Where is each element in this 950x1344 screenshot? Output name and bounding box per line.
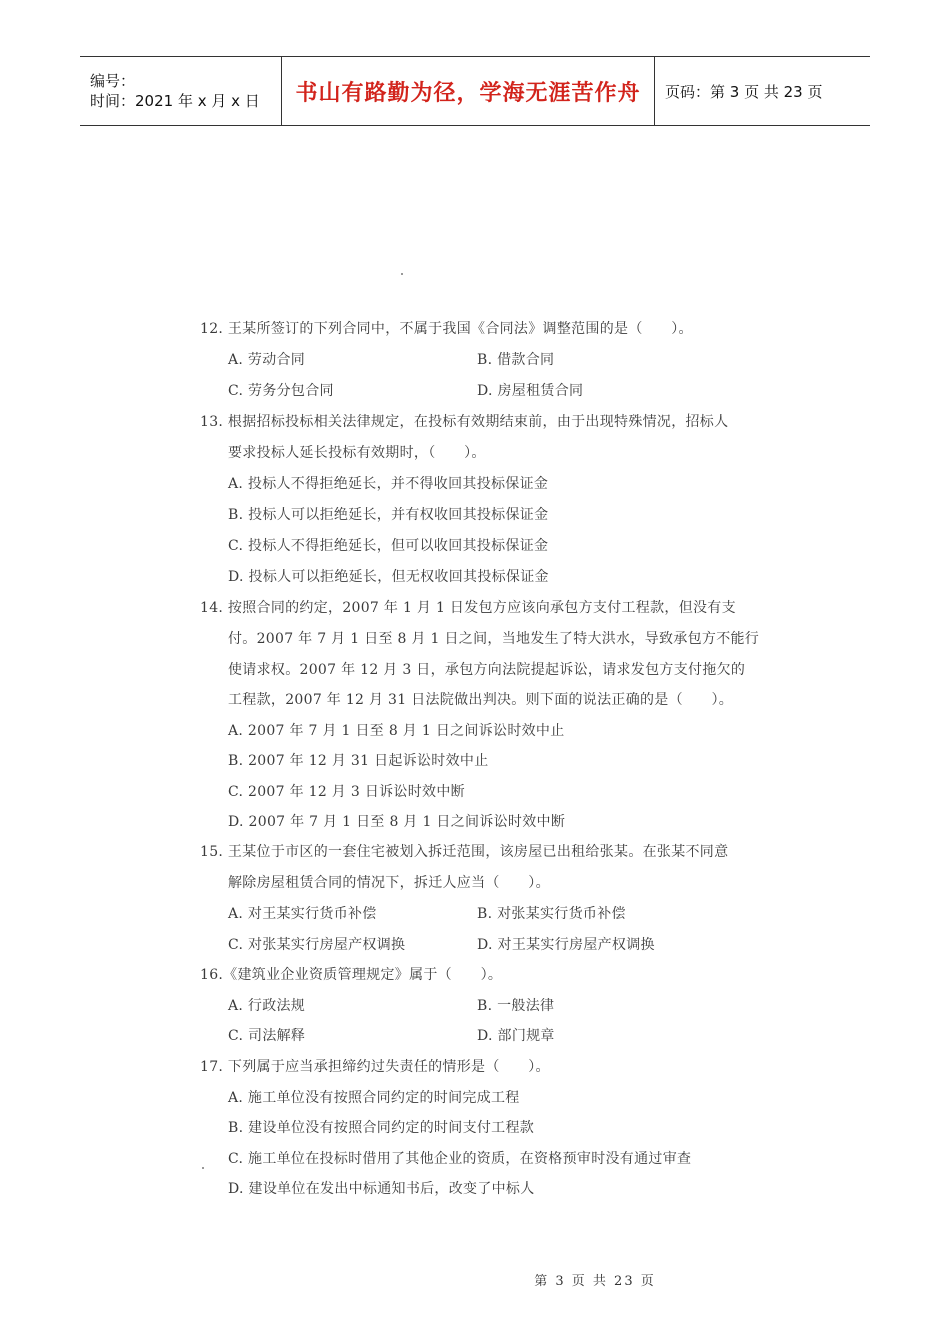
- question-17-option-a: A. 施工单位没有按照合同约定的时间完成工程: [228, 1090, 520, 1106]
- question-12-option-b: B. 借款合同: [477, 352, 555, 368]
- document-time: 时间：2021 年 x 月 x 日: [90, 92, 260, 110]
- question-14-option-b: B. 2007 年 12 月 31 日起诉讼时效中止: [228, 753, 489, 769]
- question-12-option-d: D. 房屋租赁合同: [477, 383, 584, 399]
- document-number-label: 编号：: [90, 72, 136, 90]
- question-14-stem-line-3: 使请求权。2007 年 12 月 3 日，承包方向法院提起诉讼，请求发包方支付拖欠的: [228, 662, 746, 678]
- question-13-stem-line-2: 要求投标人延长投标有效期时，（ ）。: [228, 445, 486, 461]
- question-16-option-b: B. 一般法律: [477, 998, 555, 1014]
- question-13-option-a: A. 投标人不得拒绝延长，并不得收回其投标保证金: [228, 476, 549, 492]
- header-motto: 书山有路勤为径，学海无涯苦作舟: [295, 79, 641, 106]
- question-16-option-d: D. 部门规章: [477, 1028, 555, 1044]
- question-14-option-a: A. 2007 年 7 月 1 日至 8 月 1 日之间诉讼时效中止: [228, 723, 565, 739]
- question-17-option-c: C. 施工单位在投标时借用了其他企业的资质，在资格预审时没有通过审查: [228, 1151, 692, 1167]
- question-15-stem-line-2: 解除房屋租赁合同的情况下，拆迁人应当（ ）。: [228, 875, 550, 891]
- question-12-option-c: C. 劳务分包合同: [228, 383, 334, 399]
- question-15-option-c: C. 对张某实行房屋产权调换: [228, 937, 406, 953]
- header-page-info: 页码：第 3 页 共 23 页: [665, 82, 823, 101]
- page-footer: 第 3 页 共 23 页: [534, 1274, 656, 1289]
- question-13-option-c: C. 投标人不得拒绝延长，但可以收回其投标保证金: [228, 538, 549, 554]
- question-13-stem-line-1: 13. 根据招标投标相关法律规定，在投标有效期结束前，由于出现特殊情况，招标人: [200, 414, 729, 430]
- question-12-option-a: A. 劳动合同: [228, 352, 306, 368]
- question-13-option-d: D. 投标人可以拒绝延长，但无权收回其投标保证金: [228, 569, 549, 585]
- question-14-stem-line-4: 工程款，2007 年 12 月 31 日法院做出判决。则下面的说法正确的是（ ）。: [228, 692, 734, 708]
- question-14-stem-line-1: 14. 按照合同的约定，2007 年 1 月 1 日发包方应该向承包方支付工程款，但没有支: [200, 600, 736, 616]
- question-16-option-c: C. 司法解释: [228, 1028, 306, 1044]
- question-13-option-b: B. 投标人可以拒绝延长，并有权收回其投标保证金: [228, 507, 549, 523]
- scan-speck: [401, 273, 403, 275]
- question-12-stem: 12. 王某所签订的下列合同中，不属于我国《合同法》调整范围的是（ ）。: [200, 321, 693, 337]
- question-14-stem-line-2: 付。2007 年 7 月 1 日至 8 月 1 日之间，当地发生了特大洪水，导致承包方不能行: [228, 631, 760, 647]
- question-17-option-d: D. 建设单位在发出中标通知书后，改变了中标人: [228, 1181, 535, 1197]
- question-16-stem: 16.《建筑业企业资质管理规定》属于（ ）。: [200, 967, 503, 983]
- question-14-option-c: C. 2007 年 12 月 3 日诉讼时效中断: [228, 784, 465, 800]
- question-17-option-b: B. 建设单位没有按照合同约定的时间支付工程款: [228, 1120, 535, 1136]
- question-15-stem-line-1: 15. 王某位于市区的一套住宅被划入拆迁范围，该房屋已出租给张某。在张某不同意: [200, 844, 729, 860]
- scan-speck: [202, 1167, 204, 1169]
- question-15-option-b: B. 对张某实行货币补偿: [477, 906, 626, 922]
- question-15-option-d: D. 对王某实行房屋产权调换: [477, 937, 655, 953]
- question-15-option-a: A. 对王某实行货币补偿: [228, 906, 377, 922]
- question-14-option-d: D. 2007 年 7 月 1 日至 8 月 1 日之间诉讼时效中断: [228, 814, 566, 830]
- question-17-stem: 17. 下列属于应当承担缔约过失责任的情形是（ ）。: [200, 1059, 550, 1075]
- question-16-option-a: A. 行政法规: [228, 998, 306, 1014]
